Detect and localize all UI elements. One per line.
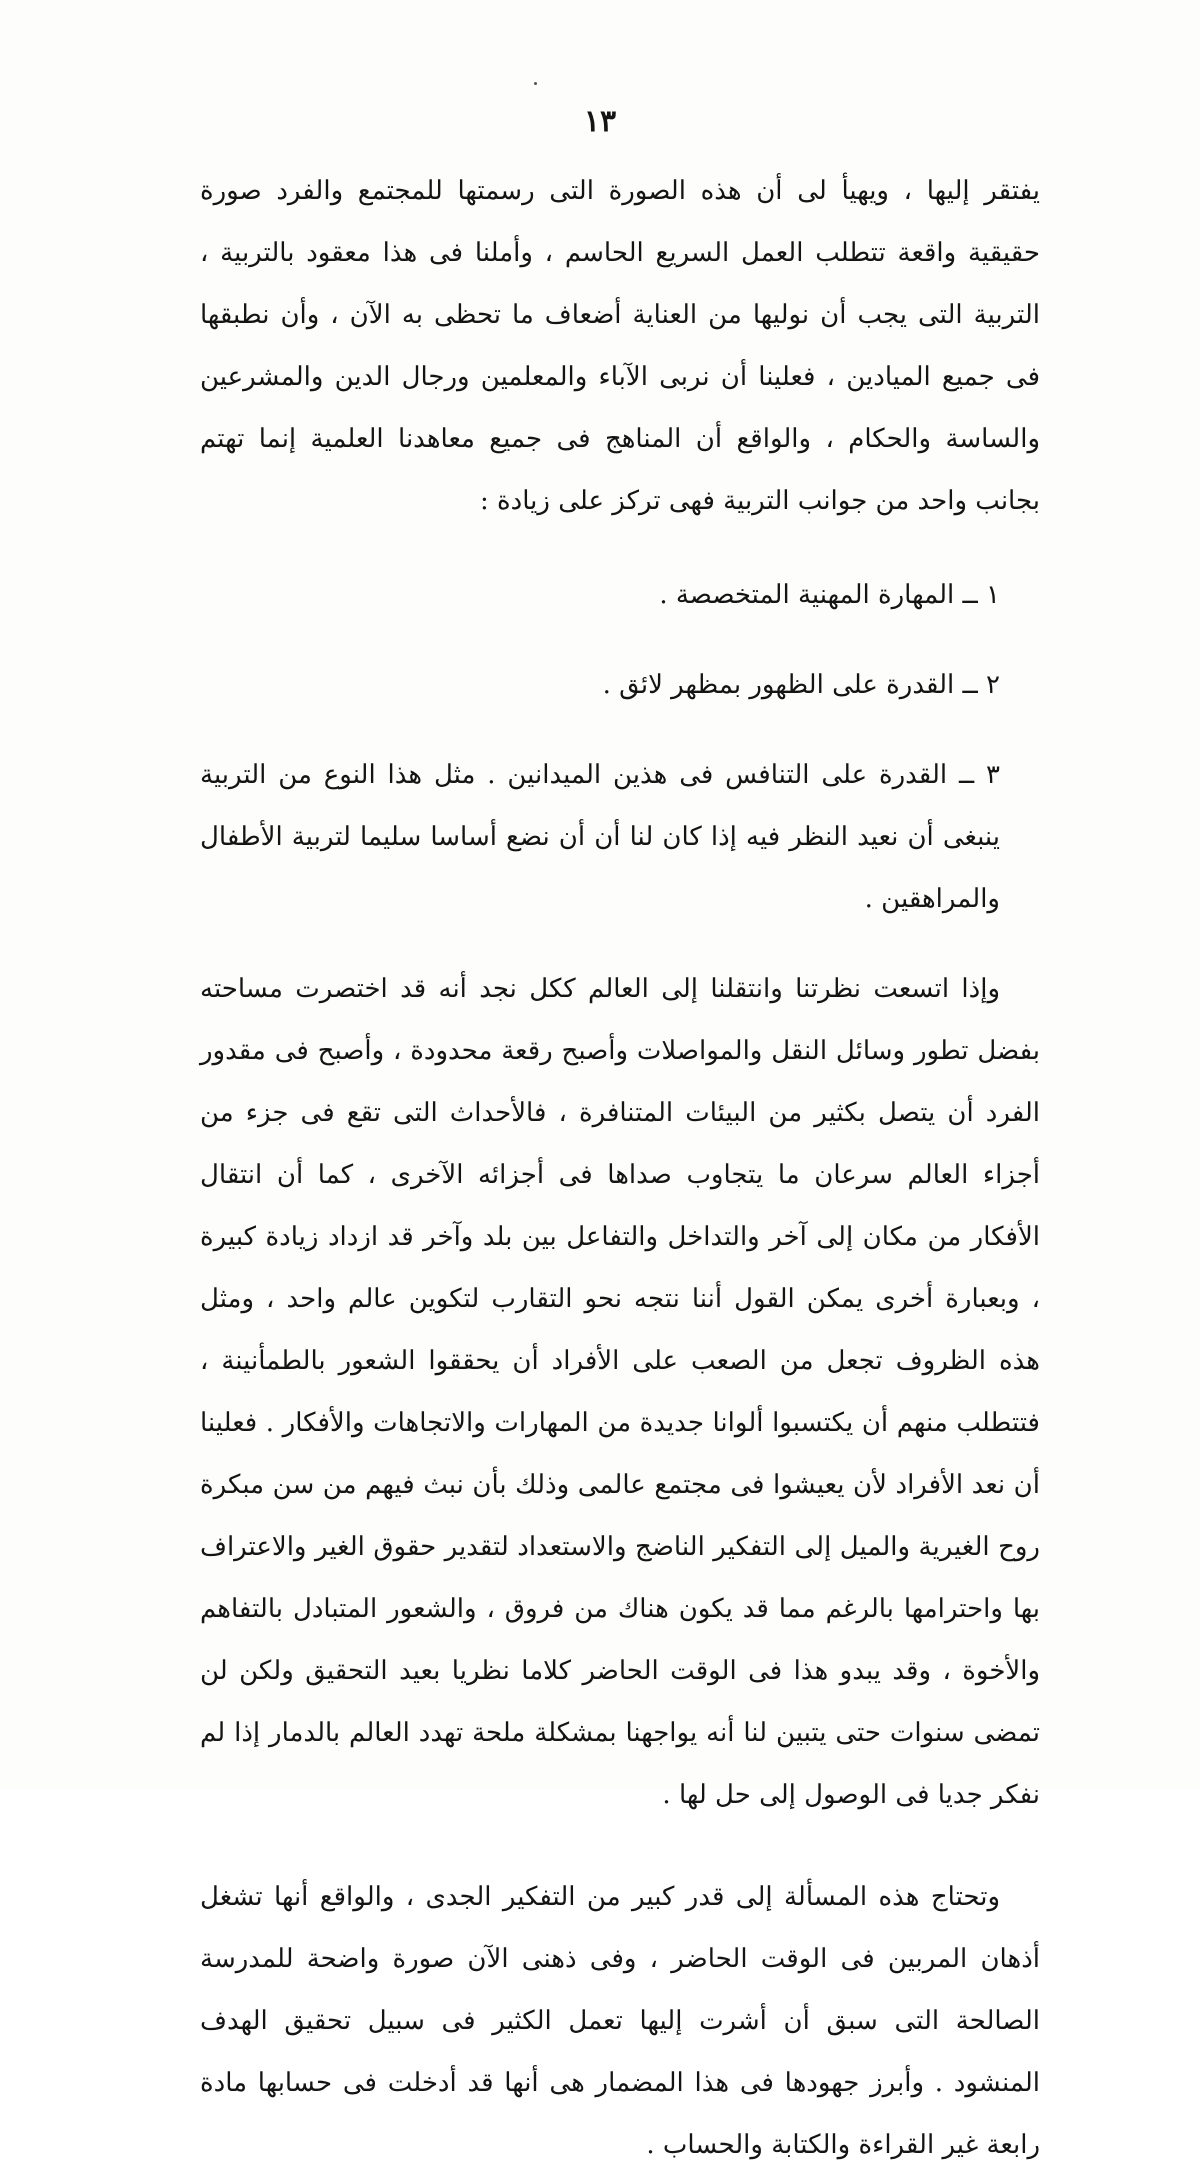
paragraph-3: وتحتاج هذه المسألة إلى قدر كبير من التفكير الجدى ، والواقع أنها تشغل أذهان المربين فى الوقت الحاضر ، وفى ذهنى الآن صورة واضحة للمدرسة الصالحة التى سبق أن أشرت إليها تعمل الكثير فى سبيل تحقيق الهدف المنشود . وأبرز جهودها فى هذا المضمار هى أنها قد أدخلت فى حسابها مادة رابعة غير القراءة والكتابة والحساب . — [200, 1882, 1040, 2160]
paragraph-1: يفتقر إليها ، ويهيأ لى أن هذه الصورة التى رسمتها للمجتمع والفرد صورة حقيقية واقعة تتطلب العمل السريع الحاسم ، وأملنا فى هذا معقود بالتربية ، التربية التى يجب أن نوليها من العناية أضعاف ما تحظى به الآن ، وأن نطبقها فى جميع الميادين ، فعلينا أن نربى الآباء والمعلمين ورجال الدين والمشرعين والساسة والحكام ، والواقع أن المناهج فى جميع معاهدنا العلمية إنما تهتم بجانب واحد من جوانب التربية فهى تركز على زيادة : — [200, 176, 1040, 516]
print-speck — [534, 82, 537, 85]
list-item-2: ٢ ــ القدرة على الظهور بمظهر لائق . — [602, 670, 1000, 700]
page-body — [200, 160, 1040, 2176]
list-item-3: ٣ ــ القدرة على التنافس فى هذين الميدانين . مثل هذا النوع من التربية ينبغى أن نعيد النظر فيه إذا كان لنا أن أن نضع أساسا سليما لتربية الأطفال والمراهقين . — [200, 760, 1000, 914]
page-number: ١٣ — [583, 104, 617, 139]
paragraph-2: وإذا اتسعت نظرتنا وانتقلنا إلى العالم ككل نجد أنه قد اختصرت مساحته بفضل تطور وسائل النقل والمواصلات وأصبح رقعة محدودة ، وأصبح فى مقدور الفرد أن يتصل بكثير من البيئات المتنافرة ، فالأحداث التى تقع فى جزء من أجزاء العالم سرعان ما يتجاوب صداها فى أجزائه الآخرى ، كما أن انتقال الأفكار من مكان إلى آخر والتداخل والتفاعل بين بلد وآخر قد ازداد زيادة كبيرة ، وبعبارة أخرى يمكن القول أننا نتجه نحو التقارب لتكوين عالم واحد ، ومثل هذه الظروف تجعل من الصعب على الأفراد أن يحققوا الشعور بالطمأنينة ، فتتطلب منهم أن يكتسبوا ألوانا جديدة من المهارات والاتجاهات والأفكار . فعلينا أن نعد الأفراد لأن يعيشوا فى مجتمع عالمى وذلك بأن نبث فيهم من سن مبكرة روح الغيرية والميل إلى التفكير الناضج والاستعداد لتقدير حقوق الغير والاعتراف بها واحترامها بالرغم مما قد يكون هناك من فروق ، والشعور المتبادل بالتفاهم والأخوة ، وقد يبدو هذا فى الوقت الحاضر كلاما نظريا بعيد التحقيق ولكن لن تمضى سنوات حتى يتبين لنا أنه يواجهنا بمشكلة ملحة تهدد العالم بالدمار إذا لم نفكر جديا فى الوصول إلى حل لها . — [200, 974, 1040, 1810]
list-item-1: ١ ــ المهارة المهنية المتخصصة . — [659, 580, 1000, 610]
